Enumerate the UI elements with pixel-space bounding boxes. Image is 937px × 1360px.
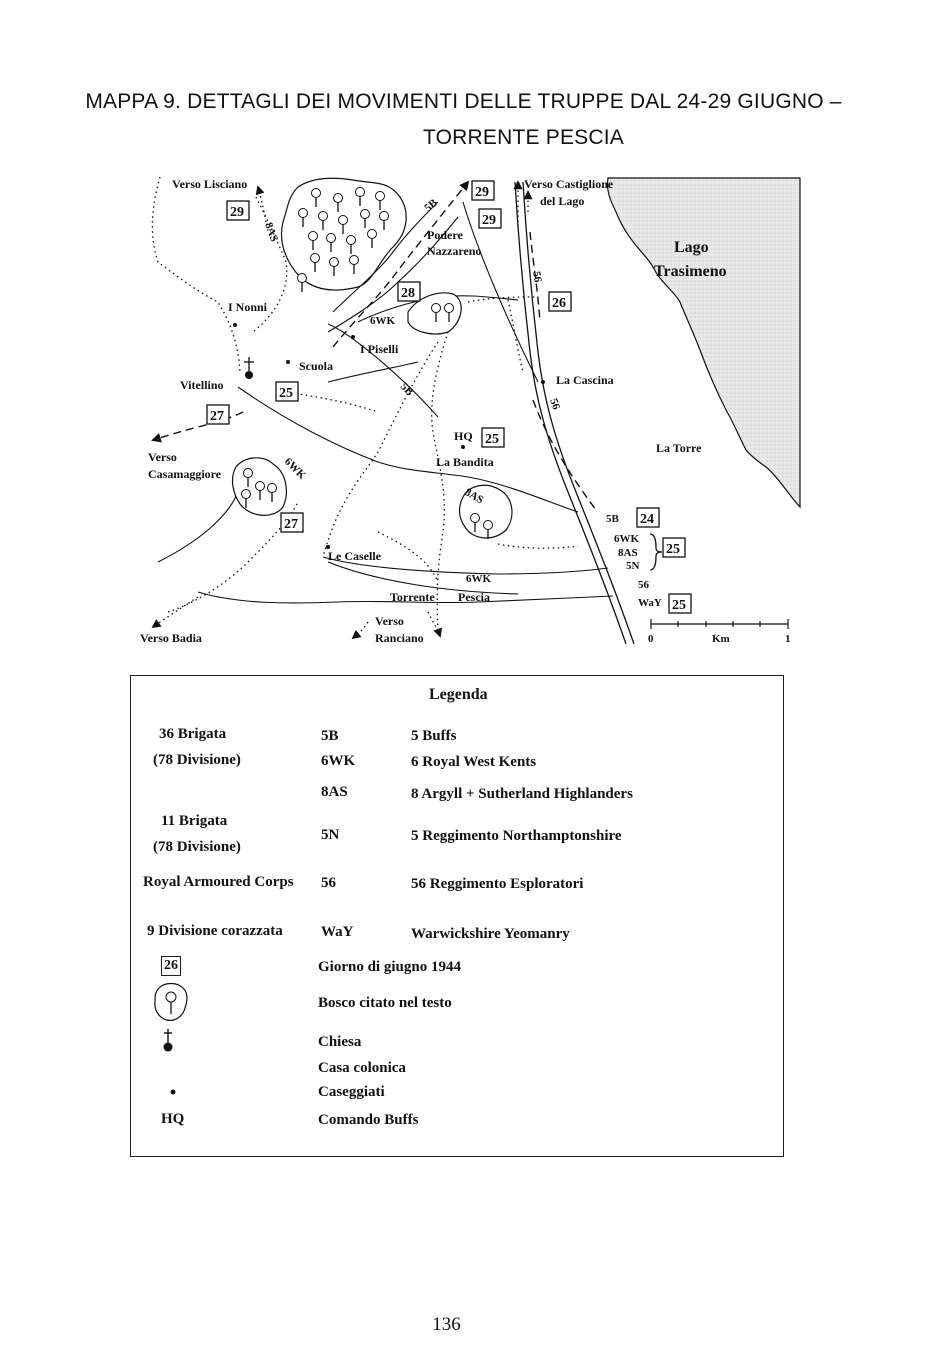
svg-text:24: 24 [640, 512, 654, 527]
legend-dot-icon [169, 1088, 177, 1096]
label-trasimeno: Trasimeno [654, 263, 727, 280]
legend-code-8as: 8AS [321, 784, 348, 800]
scale-bar [651, 619, 788, 629]
day-box-24 [637, 508, 659, 527]
svg-text:25: 25 [672, 598, 686, 613]
legend-desc-8-argyll: 8 Argyll + Sutherland Highlanders [411, 786, 633, 802]
house-dot-scuola [286, 360, 290, 364]
unit-56-east: 56 [638, 579, 649, 591]
legend-group-11-brigata: 11 Brigata [161, 813, 228, 829]
scale-end: 1 [785, 633, 791, 645]
wood-large [282, 178, 407, 292]
svg-text:28: 28 [401, 286, 415, 301]
day-box-29-north-a [472, 181, 494, 200]
label-i-nonni: I Nonni [228, 300, 268, 314]
day-box-29-north-west [227, 201, 249, 220]
day-box-25-scuola [276, 382, 298, 401]
unit-group-brace [650, 534, 662, 570]
legend-code-56: 56 [321, 875, 336, 891]
svg-text:29: 29 [475, 185, 489, 200]
scale-unit: Km [712, 633, 730, 645]
label-casamaggiore: Casamaggiore [148, 467, 222, 481]
legend-desc-chiesa: Chiesa [318, 1034, 362, 1050]
unit-56-central: 56 [547, 396, 563, 412]
legend-group-78-divisione-a: (78 Divisione) [153, 752, 241, 768]
legend-group-36-brigata: 36 Brigata [159, 726, 227, 742]
unit-6wk-east-group: 6WK [614, 533, 640, 545]
unit-way-east: WaY [638, 597, 662, 609]
map-title-line-1: MAPPA 9. DETTAGLI DEI MOVIMENTI DELLE TRUPPE DAL 24-29 GIUGNO – [85, 90, 842, 113]
unit-8as-south: 8AS [462, 486, 486, 507]
legend-group-9-divisione-corazzata: 9 Divisione corazzata [147, 923, 283, 939]
label-del-lago: del Lago [540, 194, 585, 208]
label-i-piselli: I Piselli [360, 342, 399, 356]
legend-wood-icon [151, 980, 191, 1024]
legend-desc-6-royal-west-kents: 6 Royal West Kents [411, 754, 537, 770]
svg-text:25: 25 [279, 386, 293, 401]
day-box-29-north-b [479, 209, 501, 228]
legend-code-5b: 5B [321, 728, 339, 744]
lake-trasimeno [607, 178, 800, 507]
label-verso: Verso [148, 450, 177, 464]
legend-desc-5-northamptonshire: 5 Reggimento Northamptonshire [411, 828, 622, 844]
label-verso-lisciano: Verso Lisciano [172, 177, 248, 191]
unit-6wk-west: 6WK [281, 455, 309, 482]
svg-text:29: 29 [230, 205, 244, 220]
svg-text:27: 27 [210, 409, 224, 424]
legend-desc-warwickshire-yeomanry: Warwickshire Yeomanry [411, 926, 570, 942]
unit-8as-east-group: 8AS [618, 547, 638, 559]
label-podere: Podere [427, 228, 463, 242]
legend-desc-56-esploratori: 56 Reggimento Esploratori [411, 876, 584, 892]
svg-text:26: 26 [552, 296, 566, 311]
legend-group-royal-armoured-corps: Royal Armoured Corps [143, 874, 294, 890]
label-verso-ranciano: Verso [375, 614, 404, 628]
legend-desc-giorno: Giorno di giugno 1944 [318, 959, 461, 975]
label-verso-castiglione: Verso Castiglione [524, 177, 614, 191]
church-vitellino [244, 357, 254, 379]
label-lago: Lago [674, 239, 709, 256]
legend-desc-bosco: Bosco citato nel testo [318, 995, 452, 1011]
label-le-caselle: Le Caselle [328, 549, 381, 563]
unit-6wk-river: 6WK [466, 573, 492, 585]
svg-text:25: 25 [666, 542, 680, 557]
unit-6wk-east: 6WK [370, 315, 396, 327]
label-nazzareno: Nazzareno [427, 244, 482, 258]
svg-text:29: 29 [482, 213, 496, 228]
label-la-torre: La Torre [656, 441, 702, 455]
day-box-25-hq [482, 428, 504, 447]
legend-desc-casa-colonica: Casa colonica [318, 1060, 406, 1076]
day-box-27-wood [281, 513, 303, 532]
label-scuola: Scuola [299, 359, 334, 373]
label-la-cascina: La Cascina [556, 373, 614, 387]
day-box-25-group [663, 538, 685, 557]
troop-movement-map [138, 172, 803, 650]
unit-5n-east-group: 5N [626, 560, 640, 572]
unit-8as-north: 8AS [262, 220, 281, 244]
legend-title: Legenda [429, 686, 488, 703]
label-ranciano: Ranciano [375, 631, 424, 645]
day-box-25-way [669, 594, 691, 613]
unit-5b-north: 5B [422, 196, 440, 215]
legend-code-6wk: 6WK [321, 753, 356, 769]
legend-church-icon [161, 1028, 175, 1054]
legend-day-box-symbol: 26 [161, 956, 181, 976]
label-vitellino: Vitellino [180, 378, 224, 392]
day-box-26 [549, 292, 571, 311]
legend-hq-symbol: HQ [161, 1111, 185, 1127]
label-la-bandita: La Bandita [436, 455, 494, 469]
house-dot-la-cascina [541, 380, 545, 384]
house-dot-la-bandita [461, 445, 465, 449]
legend-desc-5-buffs: 5 Buffs [411, 728, 457, 744]
label-hq: HQ [454, 429, 473, 443]
house-dot-i-nonni [233, 323, 237, 327]
legend-box [130, 675, 784, 1157]
scale-start: 0 [648, 633, 654, 645]
day-box-27-vitellino [207, 405, 229, 424]
house-dot-i-piselli [351, 335, 355, 339]
legend-code-way: WaY [321, 924, 354, 940]
legend-desc-caseggiati: Caseggiati [318, 1084, 385, 1100]
unit-5b-east: 5B [606, 513, 619, 525]
svg-text:27: 27 [284, 517, 298, 532]
label-pescia: Pescia [458, 590, 490, 604]
legend-group-78-divisione-b: (78 Divisione) [153, 839, 241, 855]
map-title-line-2: TORRENTE PESCIA [423, 126, 624, 149]
label-verso-badia: Verso Badia [140, 631, 202, 645]
label-torrente: Torrente [390, 590, 435, 604]
day-box-28 [398, 282, 420, 301]
legend-desc-comando-buffs: Comando Buffs [318, 1112, 419, 1128]
page-number: 136 [432, 1314, 461, 1335]
svg-text:25: 25 [485, 432, 499, 447]
unit-56-north: 56 [530, 270, 544, 284]
wood-west [233, 458, 287, 516]
legend-code-5n: 5N [321, 827, 340, 843]
unit-5b-central: 5B [397, 380, 416, 399]
